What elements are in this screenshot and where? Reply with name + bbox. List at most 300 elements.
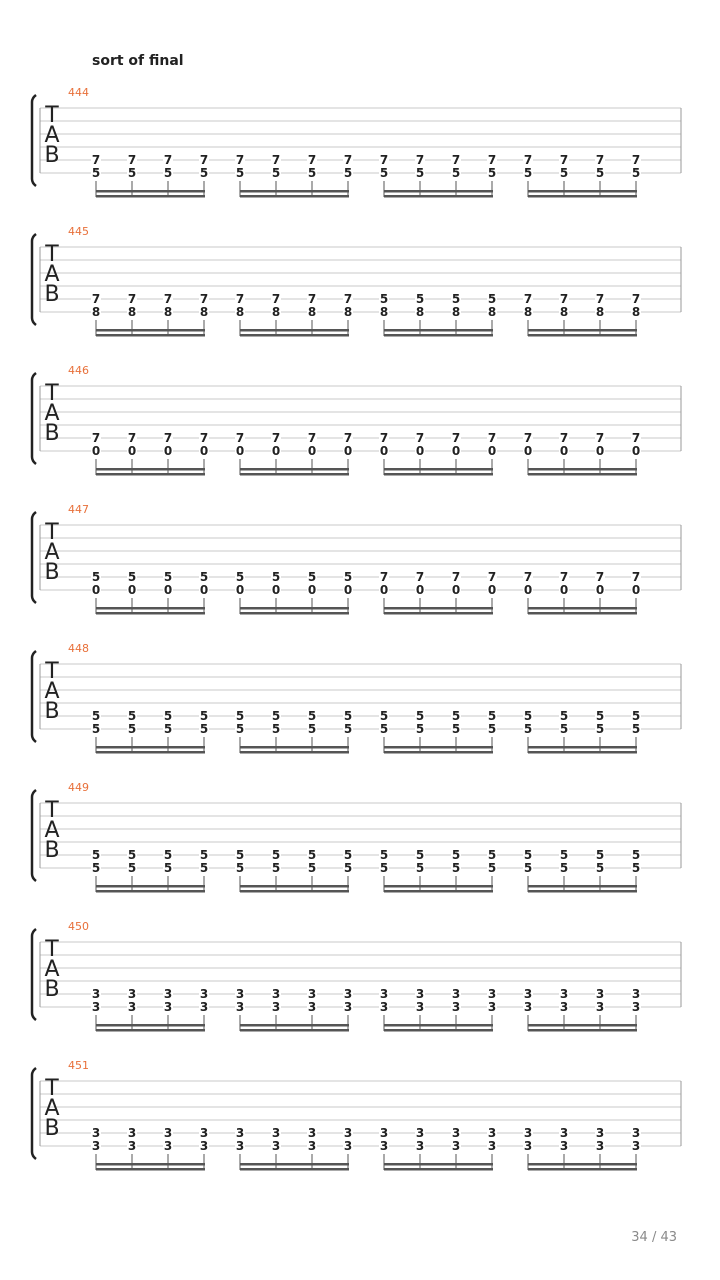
fret-number: 5	[271, 709, 281, 723]
fret-number: 5	[379, 848, 389, 862]
tab-clef-letter: B	[44, 1116, 60, 1141]
fret-number: 0	[163, 583, 173, 597]
fret-number: 7	[127, 292, 137, 306]
fret-number: 3	[343, 1000, 353, 1014]
beam	[384, 1029, 493, 1032]
fret-number: 7	[91, 153, 101, 167]
fret-number: 7	[235, 153, 245, 167]
tab-system	[32, 781, 681, 893]
system-bracket	[32, 651, 36, 742]
fret-number: 5	[127, 709, 137, 723]
beam	[96, 1024, 205, 1027]
fret-number: 3	[271, 987, 281, 1001]
beam	[96, 751, 205, 754]
fret-number: 3	[451, 1000, 461, 1014]
fret-number: 3	[163, 987, 173, 1001]
beam	[96, 607, 205, 610]
tab-clef-letter: B	[44, 838, 60, 863]
fret-number: 3	[523, 1000, 533, 1014]
beam	[384, 334, 493, 337]
fret-number: 8	[235, 305, 245, 319]
fret-number: 3	[523, 1139, 533, 1153]
fret-number: 7	[163, 292, 173, 306]
fret-number: 7	[415, 431, 425, 445]
fret-number: 5	[163, 166, 173, 180]
tab-clef-letter: A	[44, 957, 60, 982]
fret-number: 3	[595, 1000, 605, 1014]
measure-number: 451	[68, 1059, 89, 1072]
fret-number: 5	[91, 709, 101, 723]
fret-number: 7	[163, 431, 173, 445]
fret-number: 7	[199, 431, 209, 445]
fret-number: 5	[487, 292, 497, 306]
fret-number: 3	[127, 1000, 137, 1014]
beam	[240, 468, 349, 471]
fret-number: 0	[199, 444, 209, 458]
fret-number: 0	[451, 444, 461, 458]
fret-number: 3	[379, 1139, 389, 1153]
fret-number: 3	[271, 1139, 281, 1153]
fret-number: 5	[415, 861, 425, 875]
fret-number: 3	[379, 1126, 389, 1140]
fret-number: 7	[343, 153, 353, 167]
fret-number: 5	[163, 861, 173, 875]
fret-number: 3	[559, 1139, 569, 1153]
fret-number: 3	[595, 1126, 605, 1140]
beam	[384, 473, 493, 476]
fret-number: 5	[127, 848, 137, 862]
fret-number: 5	[163, 848, 173, 862]
fret-number: 5	[163, 709, 173, 723]
fret-number: 0	[595, 444, 605, 458]
tab-clef-letter: B	[44, 143, 60, 168]
fret-number: 0	[559, 444, 569, 458]
fret-number: 5	[595, 848, 605, 862]
fret-number: 3	[415, 1139, 425, 1153]
fret-number: 5	[307, 166, 317, 180]
fret-number: 8	[163, 305, 173, 319]
fret-number: 7	[91, 431, 101, 445]
fret-number: 8	[523, 305, 533, 319]
fret-number: 5	[271, 166, 281, 180]
fret-number: 5	[559, 709, 569, 723]
beam	[528, 329, 637, 332]
fret-number: 3	[595, 987, 605, 1001]
fret-number: 3	[235, 1000, 245, 1014]
fret-number: 7	[271, 431, 281, 445]
fret-number: 5	[631, 861, 641, 875]
fret-number: 7	[487, 431, 497, 445]
fret-number: 5	[631, 166, 641, 180]
fret-number: 0	[307, 583, 317, 597]
fret-number: 3	[487, 987, 497, 1001]
fret-number: 3	[163, 1000, 173, 1014]
fret-number: 8	[631, 305, 641, 319]
fret-number: 5	[199, 570, 209, 584]
measure-number: 445	[68, 225, 89, 238]
tab-clef-letter: B	[44, 977, 60, 1002]
fret-number: 3	[451, 1139, 461, 1153]
fret-number: 5	[235, 861, 245, 875]
fret-number: 3	[631, 1000, 641, 1014]
beam	[384, 751, 493, 754]
fret-number: 8	[199, 305, 209, 319]
fret-number: 7	[415, 570, 425, 584]
fret-number: 3	[199, 987, 209, 1001]
beam	[240, 1163, 349, 1166]
fret-number: 3	[415, 1000, 425, 1014]
fret-number: 7	[379, 431, 389, 445]
fret-number: 0	[271, 583, 281, 597]
fret-number: 3	[163, 1126, 173, 1140]
fret-number: 5	[91, 722, 101, 736]
beam	[384, 468, 493, 471]
fret-number: 5	[343, 570, 353, 584]
fret-number: 5	[595, 722, 605, 736]
fret-number: 0	[199, 583, 209, 597]
fret-number: 7	[415, 153, 425, 167]
fret-number: 3	[235, 987, 245, 1001]
beam	[96, 885, 205, 888]
fret-number: 5	[343, 848, 353, 862]
beam	[384, 890, 493, 893]
fret-number: 3	[307, 1126, 317, 1140]
fret-number: 5	[199, 848, 209, 862]
fret-number: 7	[595, 431, 605, 445]
fret-number: 5	[415, 292, 425, 306]
fret-number: 5	[559, 848, 569, 862]
fret-number: 7	[235, 292, 245, 306]
tab-clef-letter: A	[44, 123, 60, 148]
fret-number: 5	[343, 861, 353, 875]
fret-number: 0	[595, 583, 605, 597]
fret-number: 5	[235, 570, 245, 584]
fret-number: 3	[199, 1139, 209, 1153]
beam	[384, 885, 493, 888]
beam	[528, 885, 637, 888]
beam	[96, 890, 205, 893]
beam	[528, 1163, 637, 1166]
fret-number: 5	[487, 848, 497, 862]
fret-number: 5	[595, 861, 605, 875]
fret-number: 8	[451, 305, 461, 319]
tab-clef-letter: A	[44, 262, 60, 287]
beam	[240, 751, 349, 754]
fret-number: 5	[487, 861, 497, 875]
fret-number: 5	[559, 861, 569, 875]
fret-number: 8	[307, 305, 317, 319]
fret-number: 3	[451, 987, 461, 1001]
fret-number: 3	[127, 1126, 137, 1140]
fret-number: 8	[91, 305, 101, 319]
beam	[96, 1029, 205, 1032]
fret-number: 3	[631, 987, 641, 1001]
beam	[96, 468, 205, 471]
fret-number: 8	[415, 305, 425, 319]
tab-clef-letter: T	[45, 242, 59, 267]
fret-number: 5	[523, 722, 533, 736]
beam	[528, 334, 637, 337]
beam	[96, 612, 205, 615]
beam	[384, 746, 493, 749]
tab-system	[32, 86, 681, 198]
fret-number: 7	[631, 570, 641, 584]
beam	[240, 1024, 349, 1027]
fret-number: 3	[199, 1126, 209, 1140]
fret-number: 0	[451, 583, 461, 597]
fret-number: 3	[91, 1126, 101, 1140]
fret-number: 0	[163, 444, 173, 458]
fret-number: 5	[271, 861, 281, 875]
beam	[528, 612, 637, 615]
fret-number: 8	[271, 305, 281, 319]
fret-number: 7	[235, 431, 245, 445]
fret-number: 5	[451, 848, 461, 862]
fret-number: 3	[523, 987, 533, 1001]
fret-number: 5	[91, 861, 101, 875]
beam	[528, 1168, 637, 1171]
fret-number: 7	[523, 431, 533, 445]
beam	[240, 195, 349, 198]
beam	[528, 1024, 637, 1027]
fret-number: 7	[379, 570, 389, 584]
beam	[528, 751, 637, 754]
beam	[240, 612, 349, 615]
fret-number: 5	[199, 722, 209, 736]
fret-number: 8	[559, 305, 569, 319]
fret-number: 7	[523, 153, 533, 167]
beam	[384, 1024, 493, 1027]
beam	[240, 1029, 349, 1032]
fret-number: 5	[415, 166, 425, 180]
fret-number: 3	[271, 1126, 281, 1140]
beam	[96, 746, 205, 749]
fret-number: 7	[271, 292, 281, 306]
beam	[240, 190, 349, 193]
fret-number: 5	[487, 709, 497, 723]
beam	[384, 190, 493, 193]
fret-number: 0	[631, 583, 641, 597]
fret-number: 5	[235, 722, 245, 736]
fret-number: 3	[559, 1126, 569, 1140]
beam	[240, 473, 349, 476]
fret-number: 5	[631, 848, 641, 862]
fret-number: 5	[91, 166, 101, 180]
fret-number: 3	[307, 1000, 317, 1014]
section-title: sort of final	[92, 53, 184, 69]
beam	[384, 195, 493, 198]
fret-number: 5	[127, 166, 137, 180]
fret-number: 7	[127, 431, 137, 445]
beam	[528, 1029, 637, 1032]
fret-number: 3	[451, 1126, 461, 1140]
fret-number: 5	[451, 166, 461, 180]
fret-number: 0	[91, 583, 101, 597]
fret-number: 3	[559, 987, 569, 1001]
fret-number: 0	[127, 583, 137, 597]
fret-number: 0	[343, 444, 353, 458]
fret-number: 3	[91, 1000, 101, 1014]
fret-number: 5	[199, 861, 209, 875]
fret-number: 5	[235, 848, 245, 862]
fret-number: 5	[343, 722, 353, 736]
measure-number: 447	[68, 503, 89, 516]
tab-system	[32, 920, 681, 1032]
fret-number: 8	[595, 305, 605, 319]
fret-number: 7	[271, 153, 281, 167]
beam	[528, 746, 637, 749]
fret-number: 0	[271, 444, 281, 458]
tab-clef-letter: B	[44, 560, 60, 585]
fret-number: 5	[163, 570, 173, 584]
fret-number: 5	[91, 848, 101, 862]
beam	[240, 885, 349, 888]
fret-number: 5	[91, 570, 101, 584]
fret-number: 8	[343, 305, 353, 319]
beam	[528, 890, 637, 893]
fret-number: 5	[235, 166, 245, 180]
fret-number: 3	[379, 1000, 389, 1014]
measure-number: 446	[68, 364, 89, 377]
tab-clef-letter: A	[44, 401, 60, 426]
fret-number: 7	[559, 292, 569, 306]
fret-number: 5	[379, 709, 389, 723]
fret-number: 5	[595, 709, 605, 723]
fret-number: 0	[487, 583, 497, 597]
fret-number: 5	[487, 166, 497, 180]
fret-number: 5	[271, 570, 281, 584]
fret-number: 0	[415, 444, 425, 458]
fret-number: 5	[379, 166, 389, 180]
beam	[384, 1163, 493, 1166]
fret-number: 5	[559, 166, 569, 180]
measure-number: 448	[68, 642, 89, 655]
fret-number: 7	[307, 153, 317, 167]
fret-number: 5	[451, 722, 461, 736]
beam	[240, 1168, 349, 1171]
fret-number: 5	[307, 861, 317, 875]
fret-number: 7	[199, 292, 209, 306]
fret-number: 7	[379, 153, 389, 167]
fret-number: 7	[199, 153, 209, 167]
beam	[384, 1168, 493, 1171]
fret-number: 8	[487, 305, 497, 319]
tab-clef-letter: B	[44, 699, 60, 724]
beam	[96, 190, 205, 193]
fret-number: 3	[523, 1126, 533, 1140]
fret-number: 7	[631, 292, 641, 306]
fret-number: 0	[235, 583, 245, 597]
beam	[528, 468, 637, 471]
fret-number: 3	[487, 1126, 497, 1140]
fret-number: 5	[379, 722, 389, 736]
fret-number: 0	[379, 583, 389, 597]
fret-number: 5	[523, 166, 533, 180]
tab-clef-letter: T	[45, 1076, 59, 1101]
tab-clef-letter: A	[44, 818, 60, 843]
fret-number: 3	[271, 1000, 281, 1014]
fret-number: 3	[235, 1139, 245, 1153]
system-bracket	[32, 929, 36, 1020]
fret-number: 5	[307, 848, 317, 862]
fret-number: 5	[451, 709, 461, 723]
beam	[240, 607, 349, 610]
beam	[240, 329, 349, 332]
beam	[96, 473, 205, 476]
fret-number: 3	[415, 987, 425, 1001]
fret-number: 7	[595, 292, 605, 306]
fret-number: 5	[199, 709, 209, 723]
fret-number: 0	[235, 444, 245, 458]
fret-number: 5	[415, 709, 425, 723]
beam	[96, 1163, 205, 1166]
beam	[528, 473, 637, 476]
fret-number: 7	[451, 153, 461, 167]
fret-number: 0	[343, 583, 353, 597]
tab-system	[32, 225, 681, 337]
fret-number: 7	[559, 153, 569, 167]
tab-clef-letter: B	[44, 282, 60, 307]
tab-clef-letter: T	[45, 659, 59, 684]
fret-number: 0	[523, 444, 533, 458]
fret-number: 0	[91, 444, 101, 458]
fret-number: 5	[271, 722, 281, 736]
fret-number: 3	[415, 1126, 425, 1140]
fret-number: 5	[307, 722, 317, 736]
measure-number: 449	[68, 781, 89, 794]
measure-number: 450	[68, 920, 89, 933]
fret-number: 7	[451, 570, 461, 584]
fret-number: 3	[343, 1139, 353, 1153]
tab-clef-letter: T	[45, 520, 59, 545]
fret-number: 3	[379, 987, 389, 1001]
fret-number: 7	[163, 153, 173, 167]
fret-number: 5	[523, 848, 533, 862]
tab-clef-letter: B	[44, 421, 60, 446]
fret-number: 0	[379, 444, 389, 458]
fret-number: 3	[127, 1139, 137, 1153]
fret-number: 5	[631, 722, 641, 736]
fret-number: 7	[559, 570, 569, 584]
tab-clef-letter: A	[44, 679, 60, 704]
tab-system	[32, 642, 681, 754]
fret-number: 7	[559, 431, 569, 445]
page-indicator: 34 / 43	[631, 1230, 677, 1245]
fret-number: 5	[127, 570, 137, 584]
fret-number: 3	[307, 1139, 317, 1153]
fret-number: 5	[271, 848, 281, 862]
fret-number: 0	[307, 444, 317, 458]
fret-number: 5	[487, 722, 497, 736]
fret-number: 3	[343, 1126, 353, 1140]
fret-number: 8	[127, 305, 137, 319]
fret-number: 5	[127, 861, 137, 875]
tab-clef-letter: A	[44, 1096, 60, 1121]
fret-number: 3	[559, 1000, 569, 1014]
fret-number: 5	[199, 166, 209, 180]
tab-system	[32, 503, 681, 615]
fret-number: 7	[91, 292, 101, 306]
fret-number: 3	[307, 987, 317, 1001]
fret-number: 3	[631, 1139, 641, 1153]
fret-number: 5	[307, 709, 317, 723]
fret-number: 5	[343, 709, 353, 723]
fret-number: 5	[451, 861, 461, 875]
tab-clef-letter: T	[45, 103, 59, 128]
fret-number: 0	[523, 583, 533, 597]
fret-number: 5	[235, 709, 245, 723]
beam	[384, 607, 493, 610]
